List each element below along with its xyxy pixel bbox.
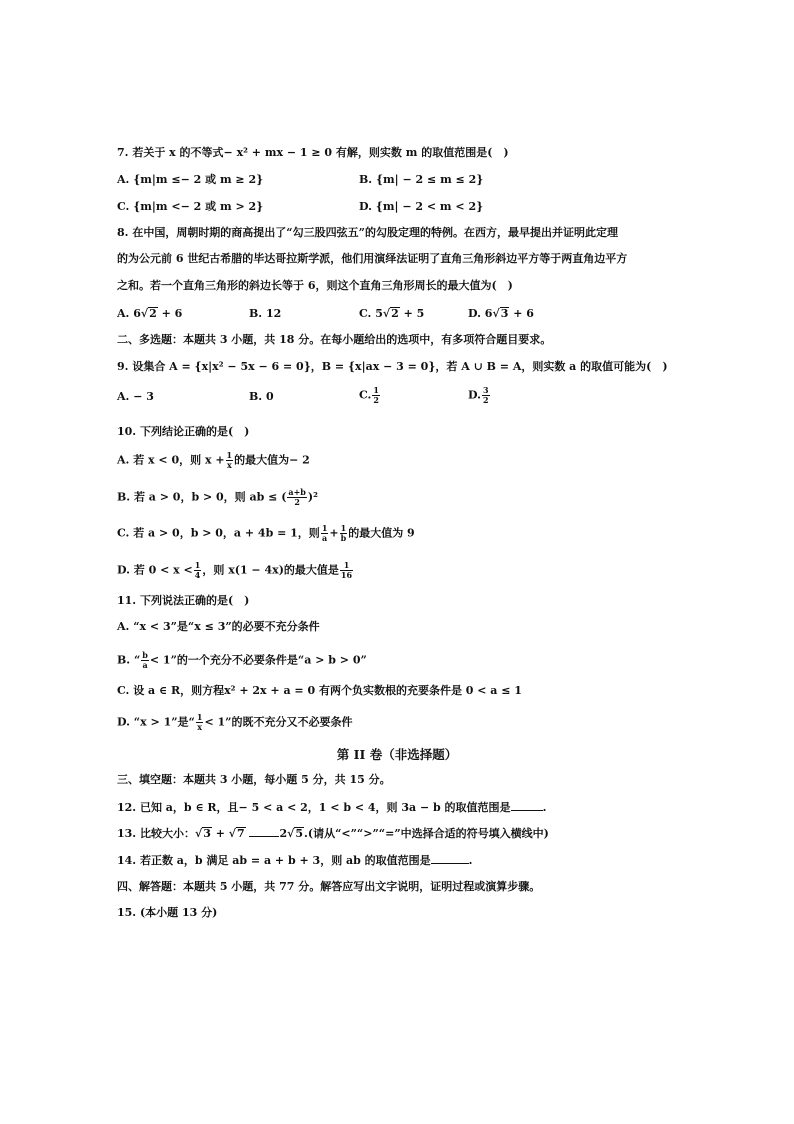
frac-num: 1	[226, 450, 233, 460]
q8-c-post: + 5	[399, 307, 425, 320]
q11-option-b	[117, 651, 367, 670]
q10-option-d	[117, 561, 354, 580]
q11-stem: 11. 下列说法正确的是( )	[117, 594, 250, 607]
q14-text: 14. 若正数 a，b 满足 ab = a + b + 3，则 ab 的取值范围是	[117, 854, 431, 867]
q10-c-post: 的最大值为 9	[348, 526, 415, 540]
frac-num: a+b	[288, 487, 306, 497]
q13-plus: +	[211, 827, 229, 840]
frac-den: 2	[373, 395, 379, 405]
frac-den: x	[197, 722, 203, 732]
q15-heading: 15. (本小题 13 分)	[117, 906, 218, 919]
q10-b-post: )²	[307, 490, 318, 504]
q8-stem-line1: 8. 在中国，周朝时期的商高提出了“勾三股四弦五”的勾股定理的特例。在西方，最早提出并证明此定理	[117, 226, 618, 239]
sqrt-icon: √	[287, 827, 295, 840]
q14	[117, 853, 473, 868]
q13-answer-blank[interactable]	[249, 826, 279, 837]
part-2-title: 第 II 卷（非选择题）	[336, 747, 458, 762]
q7-option-d: D. {m| − 2 < m < 2}	[359, 200, 484, 213]
q8-d-radicand: 3	[500, 307, 509, 320]
q10-a-pre: A. 若 x < 0，则 x +	[117, 453, 225, 467]
frac-num: 1	[373, 385, 379, 395]
q12	[117, 800, 546, 815]
sqrt-icon: √	[194, 827, 203, 840]
q10-c-mid: +	[329, 526, 339, 540]
q10-c-pre: C. 若 a > 0，b > 0，a + 4b = 1，则	[117, 526, 320, 540]
q13-radicand-1: 3	[203, 827, 211, 840]
section-4-heading: 四、解答题：本题共 5 小题，共 77 分。解答应写出文字说明，证明过程或演算步骤。	[117, 880, 541, 893]
q9-option-d	[468, 386, 491, 405]
frac-den: 2	[294, 497, 300, 507]
frac-num: 1	[321, 523, 328, 533]
fraction	[372, 386, 380, 405]
q8-option-a	[117, 307, 182, 321]
q8-stem-line3: 之和。若一个直角三角形的斜边长等于 6，则这个直角三角形周长的最大值为( )	[117, 279, 513, 292]
frac-num: 1	[340, 523, 347, 533]
frac-num: 1	[196, 712, 203, 722]
fraction	[196, 713, 204, 732]
frac-den: 2	[482, 395, 489, 405]
frac-den: x	[226, 460, 232, 470]
q8-option-b: B. 12	[249, 307, 282, 320]
q7-stem: 7. 若关于 x 的不等式− x² + mx − 1 ≥ 0 有解，则实数 m 的取值范围是( )	[117, 146, 509, 159]
frac-num: 1	[194, 560, 201, 570]
q11-b-post: < 1”的一个充分不必要条件是“a > b > 0”	[149, 653, 367, 667]
q9-option-b: B. 0	[249, 390, 274, 403]
fraction	[321, 524, 329, 543]
q8-a-pre: A. 6	[117, 307, 141, 320]
q9-c-pre: C.	[359, 388, 372, 402]
q8-c-pre: C. 5	[359, 307, 383, 320]
q10-stem: 10. 下列结论正确的是( )	[117, 425, 250, 438]
q8-option-c	[359, 307, 424, 321]
frac-den: b	[340, 533, 347, 543]
q11-d-pre: D. “x > 1”是“	[117, 715, 195, 729]
q9-option-c	[359, 386, 381, 405]
q11-option-d	[117, 713, 353, 732]
q13-instruction: .(请从“<”“>”“=”中选择合适的符号填入横线中)	[304, 827, 549, 840]
q14-end: .	[468, 854, 473, 867]
q7-option-c: C. {m|m <− 2 或 m > 2}	[117, 200, 264, 213]
q13	[117, 826, 549, 841]
fraction	[287, 488, 306, 507]
q9-d-pre: D.	[468, 388, 481, 402]
q12-end: .	[542, 801, 547, 814]
fraction	[340, 561, 353, 580]
q8-a-post: + 6	[157, 307, 183, 320]
sqrt-icon: √	[382, 307, 391, 320]
q14-answer-blank[interactable]	[431, 853, 469, 864]
q11-b-pre: B. “	[117, 653, 141, 667]
q7-option-b: B. {m| − 2 ≤ m ≤ 2}	[359, 173, 484, 186]
q8-c-radicand: 2	[391, 307, 399, 320]
fraction	[141, 651, 149, 670]
fraction	[340, 524, 348, 543]
q8-a-radicand: 2	[149, 307, 157, 320]
q10-option-c	[117, 524, 415, 543]
q13-text: 13. 比较大小：	[117, 827, 195, 840]
q12-answer-blank[interactable]	[511, 800, 543, 811]
q11-d-post: < 1”的既不充分又不必要条件	[204, 715, 353, 729]
sqrt-icon: √	[228, 827, 236, 840]
fraction	[226, 451, 234, 470]
q10-b-pre: B. 若 a > 0，b > 0，则 ab ≤ (	[117, 490, 287, 504]
q8-stem-line2: 的为公元前 6 世纪古希腊的毕达哥拉斯学派，他们用演绎法证明了直角三角形斜边平方等于两直角边平方	[117, 252, 628, 265]
frac-den: a	[142, 660, 148, 670]
frac-num: b	[142, 650, 148, 660]
q11-option-c: C. 设 a ∈ R，则方程x² + 2x + a = 0 有两个负实数根的充要条件是 0 < a ≤ 1	[117, 684, 522, 697]
q13-radicand-3: 5	[295, 827, 304, 840]
q9-stem: 9. 设集合 A = {x|x² − 5x − 6 = 0}，B = {x|ax − 3 = 0}，若 A ∪ B = A，则实数 a 的取值可能为( )	[117, 360, 668, 373]
q10-d-mid: ，则 x(1 − 4x)的最大值是	[202, 563, 339, 577]
fraction	[482, 386, 490, 405]
q13-radicand-2: 7	[236, 827, 245, 840]
frac-num: 1	[340, 561, 353, 571]
q8-d-post: + 6	[509, 307, 534, 320]
frac-den: a	[322, 533, 328, 543]
frac-num: 3	[482, 385, 489, 395]
section-2-heading: 二、多选题：本题共 3 小题，共 18 分。在每小题给出的选项中，有多项符合题目要求。	[117, 333, 552, 346]
q12-text: 12. 已知 a，b ∈ R，且− 5 < a < 2，1 < b < 4，则 3a − b 的取值范围是	[117, 801, 511, 814]
q8-d-pre: D. 6	[468, 307, 493, 320]
fraction	[194, 561, 202, 580]
q10-d-pre: D. 若 0 < x <	[117, 563, 193, 577]
frac-den: 4	[194, 570, 201, 580]
q10-a-post: 的最大值为− 2	[234, 453, 310, 467]
q7-option-a: A. {m|m ≤− 2 或 m ≥ 2}	[117, 173, 264, 186]
sqrt-icon: √	[492, 307, 500, 320]
q8-option-d	[468, 307, 534, 321]
sqrt-icon: √	[140, 307, 149, 320]
section-3-heading: 三、填空题：本题共 3 小题，每小题 5 分，共 15 分。	[117, 773, 391, 786]
frac-den: 16	[340, 570, 353, 580]
q13-coef: 2	[279, 827, 288, 840]
q10-option-a	[117, 451, 310, 470]
q11-option-a: A. “x < 3”是“x ≤ 3”的必要不充分条件	[117, 620, 320, 633]
q10-option-b	[117, 488, 318, 507]
q9-option-a: A. − 3	[117, 390, 154, 403]
